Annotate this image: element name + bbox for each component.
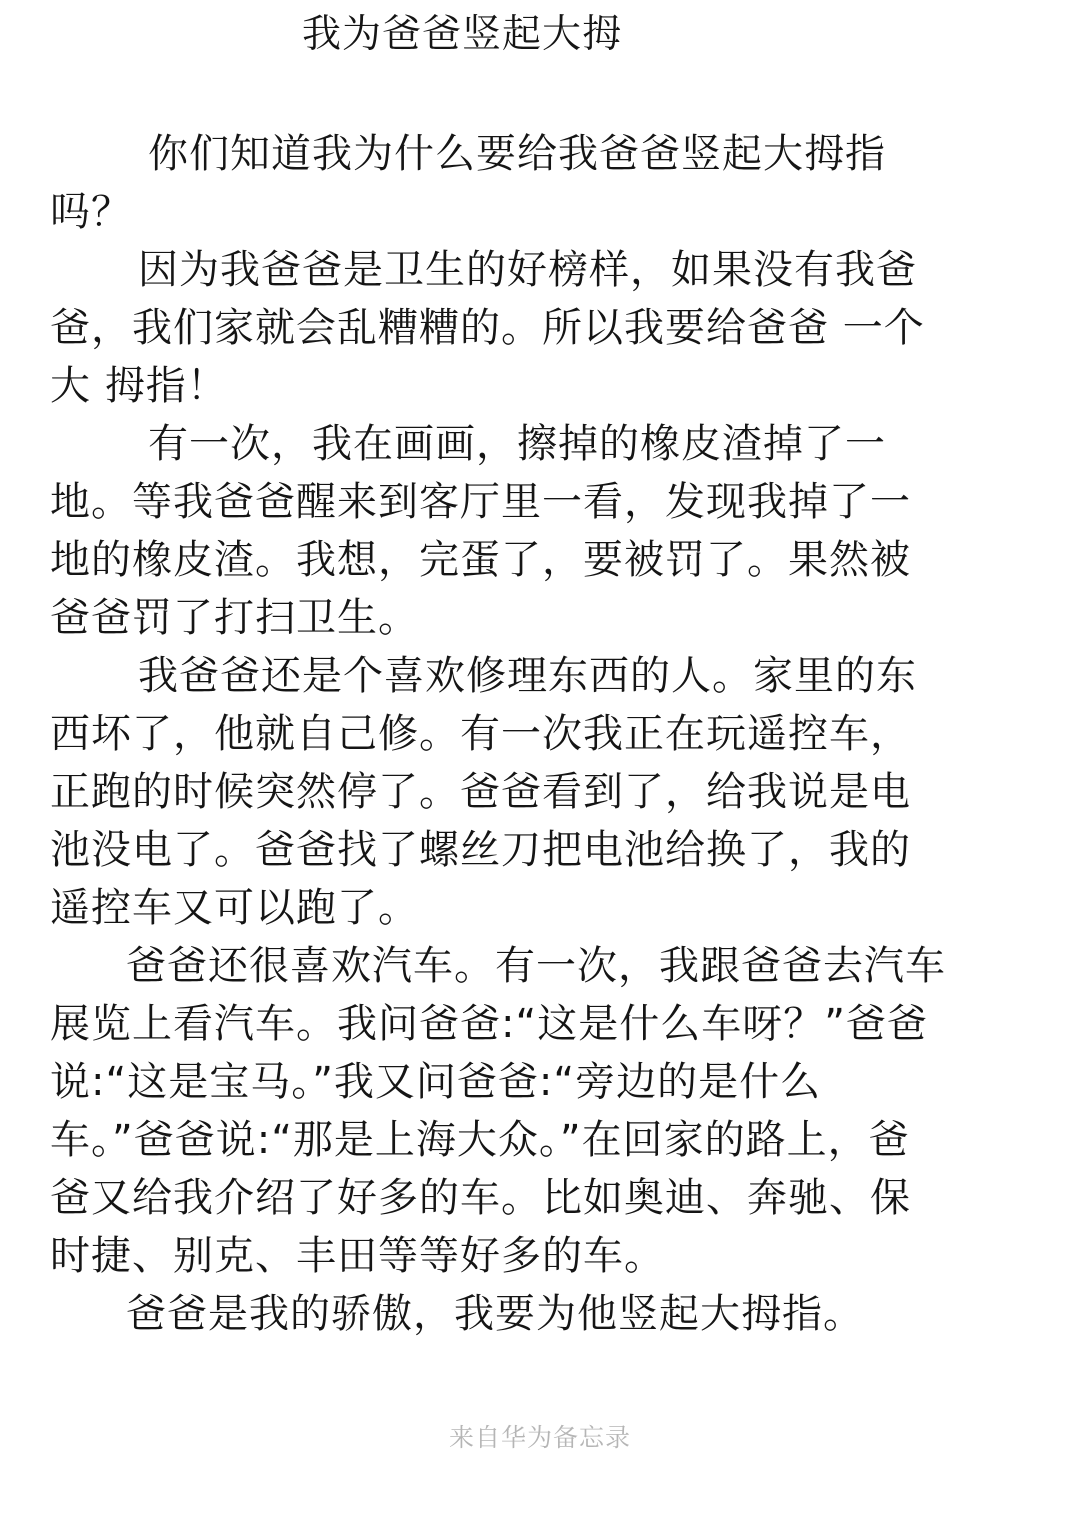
essay-line: 地的橡皮渣。我想，完蛋了，要被罚了。果然被 bbox=[50, 537, 911, 583]
essay-title: 我为爸爸竖起大拇 bbox=[302, 12, 623, 57]
essay-line: 爸爸罚了打扫卫生。 bbox=[50, 595, 419, 641]
essay-line: 我爸爸还是个喜欢修理东西的人。家里的东 bbox=[138, 653, 917, 699]
essay-line: 爸爸还很喜欢汽车。有一次，我跟爸爸去汽车 bbox=[126, 943, 946, 989]
essay-line: 大 拇指！ bbox=[50, 363, 228, 409]
essay-line: 车。”爸爸说:“那是上海大众。”在回家的路上，爸 bbox=[50, 1117, 910, 1163]
essay-line: 说:“这是宝马。”我又问爸爸:“旁边的是什么 bbox=[50, 1059, 822, 1105]
essay-line: 吗？ bbox=[50, 189, 132, 235]
essay-line: 展览上看汽车。我问爸爸:“这是什么车呀？”爸爸 bbox=[50, 1001, 928, 1047]
essay-line: 正跑的时候突然停了。爸爸看到了，给我说是电 bbox=[50, 769, 911, 815]
essay-line: 西坏了，他就自己修。有一次我正在玩遥控车， bbox=[50, 711, 911, 757]
essay-line: 你们知道我为什么要给我爸爸竖起大拇指 bbox=[148, 131, 886, 177]
essay-line: 时捷、别克、丰田等等好多的车。 bbox=[50, 1233, 665, 1279]
essay-line: 因为我爸爸是卫生的好榜样，如果没有我爸 bbox=[138, 247, 917, 293]
essay-line: 地。等我爸爸醒来到客厅里一看，发现我掉了一 bbox=[50, 479, 911, 525]
essay-line: 爸爸是我的骄傲，我要为他竖起大拇指。 bbox=[126, 1291, 864, 1337]
essay-line: 遥控车又可以跑了。 bbox=[50, 885, 419, 931]
source-footer: 来自华为备忘录 bbox=[448, 1423, 631, 1452]
essay-line: 爸，我们家就会乱糟糟的。所以我要给爸爸 一个 bbox=[50, 305, 925, 351]
essay-line: 池没电了。爸爸找了螺丝刀把电池给换了，我的 bbox=[50, 827, 911, 873]
essay-line: 有一次，我在画画，擦掉的橡皮渣掉了一 bbox=[148, 421, 886, 467]
essay-line: 爸又给我介绍了好多的车。比如奥迪、奔驰、保 bbox=[50, 1175, 911, 1221]
